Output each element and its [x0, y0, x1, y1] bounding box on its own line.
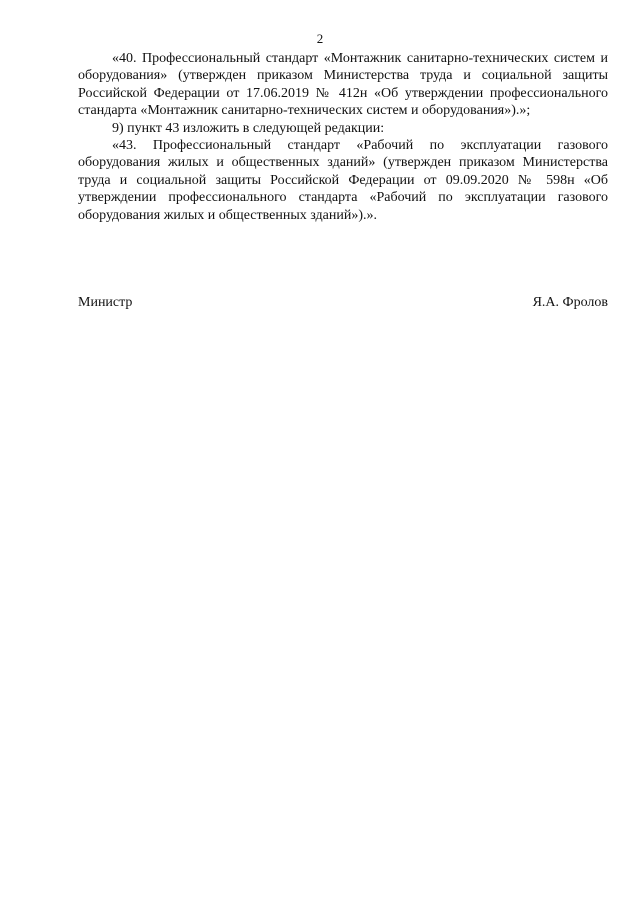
document-body	[78, 50, 608, 224]
signatory-title: Министр	[78, 295, 133, 310]
signatory-name: Я.А. Фролов	[532, 295, 608, 310]
page-number: 2	[316, 31, 324, 46]
signature-block	[78, 294, 608, 311]
paragraph-item-43: «43. Профессиональный стандарт «Рабочий по эксплуатации газового оборудования жилых и общественных зданий» (утвержден приказом Министерства труда и социальной защиты Российской Федерации от 09.09.2020 № 598н «Об утверждении профессионального стандарта «Рабочий по эксплуатации газового оборудования жилых и общественных зданий»).».	[78, 138, 608, 223]
paragraph-amendment-9: 9) пункт 43 изложить в следующей редакции:	[112, 120, 385, 136]
paragraph-item-40: «40. Профессиональный стандарт «Монтажник санитарно-технических систем и оборудования» (утвержден приказом Министерства труда и социальной защиты Российской Федерации от 17.06.2019 № 412н «Об утверждении профессионального стандарта «Монтажник санитарно-технических систем и оборудования»).»;	[78, 51, 608, 119]
